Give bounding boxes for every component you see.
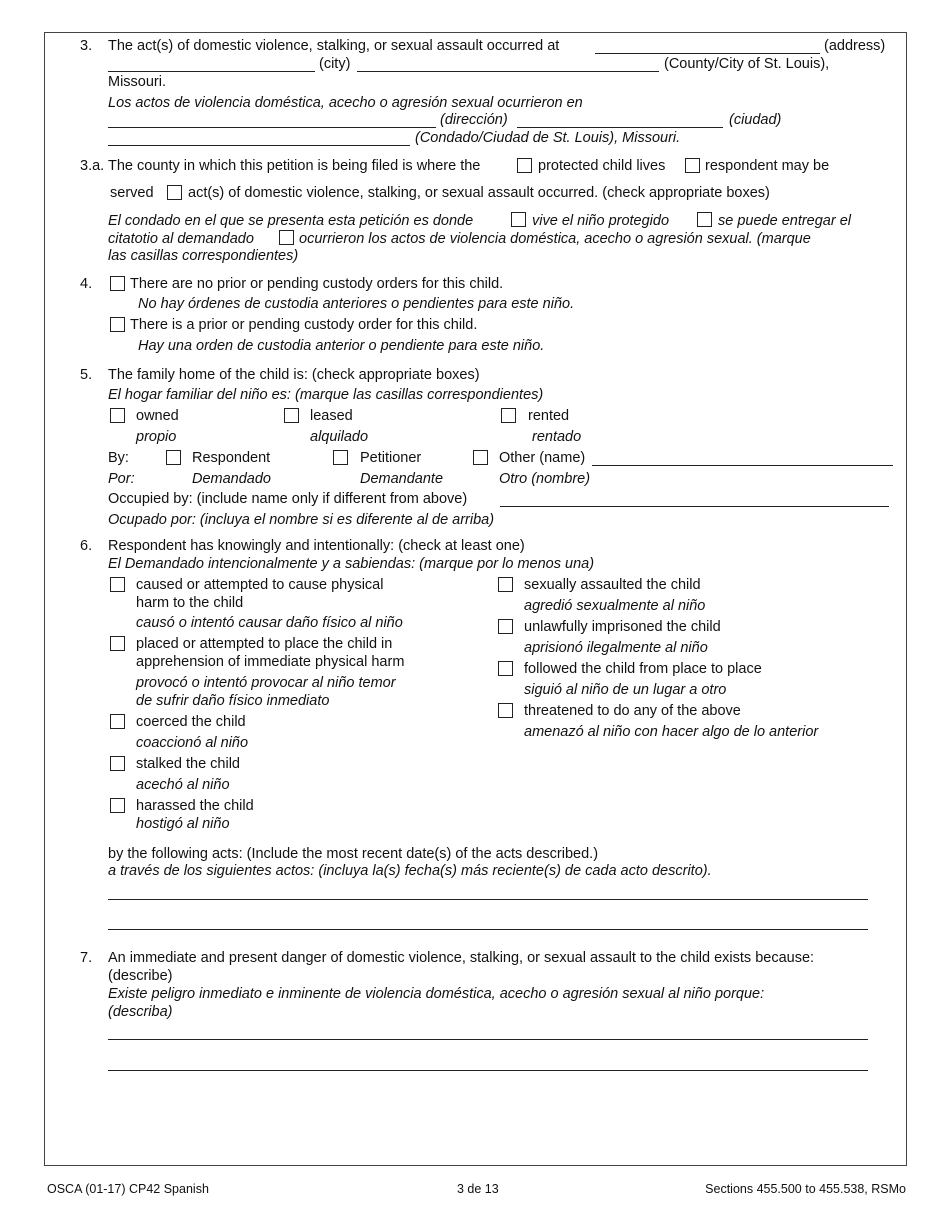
s6-placed-es-line1: provocó o intentó provocar al niño temor <box>136 675 396 691</box>
s5-owned-es: propio <box>136 429 177 445</box>
s6-acts-line-1[interactable] <box>108 899 868 900</box>
s7-describe-line-1[interactable] <box>108 1039 868 1040</box>
s6-placed-line1: placed or attempted to place the child in <box>136 636 393 652</box>
s3-es-ciudad-field[interactable] <box>517 127 723 128</box>
s3-es-direccion-field[interactable] <box>108 127 436 128</box>
s7-describe-line-2[interactable] <box>108 1070 868 1071</box>
s3a-es-acts-checkbox[interactable] <box>279 230 294 245</box>
s3-line1: The act(s) of domestic violence, stalking, or sexual assault occurred at <box>108 38 560 54</box>
s4-prior-order-es: Hay una orden de custodia anterior o pendiente para este niño. <box>138 338 545 354</box>
section-5-number: 5. <box>80 367 93 383</box>
s6-caused-line1: caused or attempted to cause physical <box>136 577 384 593</box>
s3a-es-respondent-label: se puede entregar el <box>718 213 852 229</box>
s6-sexually-label: sexually assaulted the child <box>524 577 701 593</box>
s3a-respondent-checkbox[interactable] <box>685 158 700 173</box>
s3a-es-line1: El condado en el que se presenta esta petición es donde <box>108 213 474 229</box>
s6-acts-line-2[interactable] <box>108 929 868 930</box>
footer-page-number: 3 de 13 <box>457 1182 499 1196</box>
s5-respondent-es: Demandado <box>192 471 271 487</box>
s6-harassed-checkbox[interactable] <box>110 798 125 813</box>
s6-coerced-label: coerced the child <box>136 714 246 730</box>
s3-es-ciudad-label: (ciudad) <box>729 112 782 128</box>
s6-heading-es: El Demandado intencionalmente y a sabiendas: (marque por lo menos una) <box>108 556 595 572</box>
s5-rented-label: rented <box>528 408 570 424</box>
s5-rented-checkbox[interactable] <box>501 408 516 423</box>
s7-line1: An immediate and present danger of domestic violence, stalking, or sexual assault to the child exists because: <box>108 950 815 966</box>
s6-placed-checkbox[interactable] <box>110 636 125 651</box>
s5-other-label: Other (name) <box>499 450 586 466</box>
s5-occupied-es: Ocupado por: (incluya el nombre si es diferente al de arriba) <box>108 512 495 528</box>
s3-address-label: (address) <box>824 38 886 54</box>
s3-missouri: Missouri. <box>108 74 167 90</box>
s7-es-line1: Existe peligro inmediato e inminente de violencia doméstica, acecho o agresión sexual al niño porque: <box>108 986 765 1002</box>
s6-sexually-checkbox[interactable] <box>498 577 513 592</box>
s6-threatened-es: amenazó al niño con hacer algo de lo anterior <box>524 724 819 740</box>
s4-no-orders-checkbox[interactable] <box>110 276 125 291</box>
s3-address-field[interactable] <box>595 53 820 54</box>
s3a-protected-checkbox[interactable] <box>517 158 532 173</box>
s5-petitioner-es: Demandante <box>360 471 444 487</box>
s6-caused-es: causó o intentó causar daño físico al niño <box>136 615 403 631</box>
s3-es-condado-label: (Condado/Ciudad de St. Louis), Missouri. <box>415 130 681 146</box>
s5-leased-label: leased <box>310 408 353 424</box>
s6-acts-es: a través de los siguientes actos: (incluya la(s) fecha(s) más reciente(s) de cada acto descrito). <box>108 863 712 879</box>
s6-stalked-checkbox[interactable] <box>110 756 125 771</box>
s5-other-name-field[interactable] <box>592 465 893 466</box>
s3a-respondent-label: respondent may be <box>705 158 830 174</box>
s6-acts-label: by the following acts: (Include the most recent date(s) of the acts described.) <box>108 846 599 862</box>
s6-heading: Respondent has knowingly and intentionally: (check at least one) <box>108 538 525 554</box>
s6-coerced-es: coaccionó al niño <box>136 735 249 751</box>
s5-petitioner-checkbox[interactable] <box>333 450 348 465</box>
s6-followed-checkbox[interactable] <box>498 661 513 676</box>
s4-prior-order-checkbox[interactable] <box>110 317 125 332</box>
s5-by-label: By: <box>108 450 129 466</box>
s3-city-label: (city) <box>319 56 351 72</box>
s3a-acts-checkbox[interactable] <box>167 185 182 200</box>
s6-followed-label: followed the child from place to place <box>524 661 762 677</box>
s6-threatened-label: threatened to do any of the above <box>524 703 741 719</box>
s6-harassed-es: hostigó al niño <box>136 816 230 832</box>
s3a-acts-label: act(s) of domestic violence, stalking, or sexual assault occurred. (check appropriate boxes) <box>188 185 770 201</box>
section-4-number: 4. <box>80 276 93 292</box>
s6-threatened-checkbox[interactable] <box>498 703 513 718</box>
s4-no-orders-es: No hay órdenes de custodia anteriores o pendientes para este niño. <box>138 296 575 312</box>
section-7-number: 7. <box>80 950 93 966</box>
s5-by-es: Por: <box>108 471 135 487</box>
s5-petitioner-label: Petitioner <box>360 450 422 466</box>
s5-respondent-checkbox[interactable] <box>166 450 181 465</box>
section-3-number: 3. <box>80 38 93 54</box>
s3a-es-acts-label: ocurrieron los actos de violencia doméstica, acecho o agresión sexual. (marque <box>299 231 811 247</box>
s5-heading: The family home of the child is: (check appropriate boxes) <box>108 367 480 383</box>
s5-leased-es: alquilado <box>310 429 369 445</box>
s6-followed-es: siguió al niño de un lugar a otro <box>524 682 727 698</box>
s5-rented-es: rentado <box>532 429 582 445</box>
s6-stalked-label: stalked the child <box>136 756 240 772</box>
s6-placed-es-line2: de sufrir daño físico inmediato <box>136 693 330 709</box>
s3a-es-respondent-checkbox[interactable] <box>697 212 712 227</box>
s7-line2: (describe) <box>108 968 173 984</box>
s5-owned-label: owned <box>136 408 179 424</box>
s3a-protected-label: protected child lives <box>538 158 666 174</box>
s6-harassed-label: harassed the child <box>136 798 254 814</box>
s3-city-field[interactable] <box>108 71 315 72</box>
s3a-line1: The county in which this petition is being filed is where the <box>108 158 481 174</box>
s3a-served-label: served <box>110 185 154 201</box>
section-6-number: 6. <box>80 538 93 554</box>
s7-es-line2: (describa) <box>108 1004 173 1020</box>
s6-coerced-checkbox[interactable] <box>110 714 125 729</box>
s3a-es-line2: citatotio al demandado <box>108 231 254 247</box>
s5-other-es: Otro (nombre) <box>499 471 591 487</box>
s6-imprisoned-checkbox[interactable] <box>498 619 513 634</box>
s5-occupied-label: Occupied by: (include name only if different from above) <box>108 491 468 507</box>
s3a-es-protected-checkbox[interactable] <box>511 212 526 227</box>
s3a-es-protected-label: vive el niño protegido <box>532 213 670 229</box>
s6-placed-line2: apprehension of immediate physical harm <box>136 654 405 670</box>
s6-caused-checkbox[interactable] <box>110 577 125 592</box>
s4-no-orders-label: There are no prior or pending custody orders for this child. <box>130 276 504 292</box>
s6-imprisoned-label: unlawfully imprisoned the child <box>524 619 721 635</box>
s3-es-direccion-label: (dirección) <box>440 112 508 128</box>
s5-leased-checkbox[interactable] <box>284 408 299 423</box>
s5-other-checkbox[interactable] <box>473 450 488 465</box>
s3-county-field[interactable] <box>357 71 659 72</box>
footer-sections: Sections 455.500 to 455.538, RSMo <box>705 1182 906 1196</box>
s6-sexually-es: agredió sexualmente al niño <box>524 598 706 614</box>
s4-prior-order-label: There is a prior or pending custody order for this child. <box>130 317 478 333</box>
s6-caused-line2: harm to the child <box>136 595 244 611</box>
s5-occupied-field[interactable] <box>500 506 889 507</box>
s6-imprisoned-es: aprisionó ilegalmente al niño <box>524 640 708 656</box>
s5-owned-checkbox[interactable] <box>110 408 125 423</box>
section-3a-number: 3.a. <box>80 158 105 174</box>
s6-stalked-es: acechó al niño <box>136 777 230 793</box>
s5-heading-es: El hogar familiar del niño es: (marque las casillas correspondientes) <box>108 387 544 403</box>
footer-form-id: OSCA (01-17) CP42 Spanish <box>47 1182 209 1196</box>
s3-es-condado-field[interactable] <box>108 145 410 146</box>
s3-es-line1: Los actos de violencia doméstica, acecho o agresión sexual ocurrieron en <box>108 95 583 111</box>
s3-county-label: (County/City of St. Louis), <box>664 56 830 72</box>
s3a-es-line3: las casillas correspondientes) <box>108 248 299 264</box>
s5-respondent-label: Respondent <box>192 450 271 466</box>
